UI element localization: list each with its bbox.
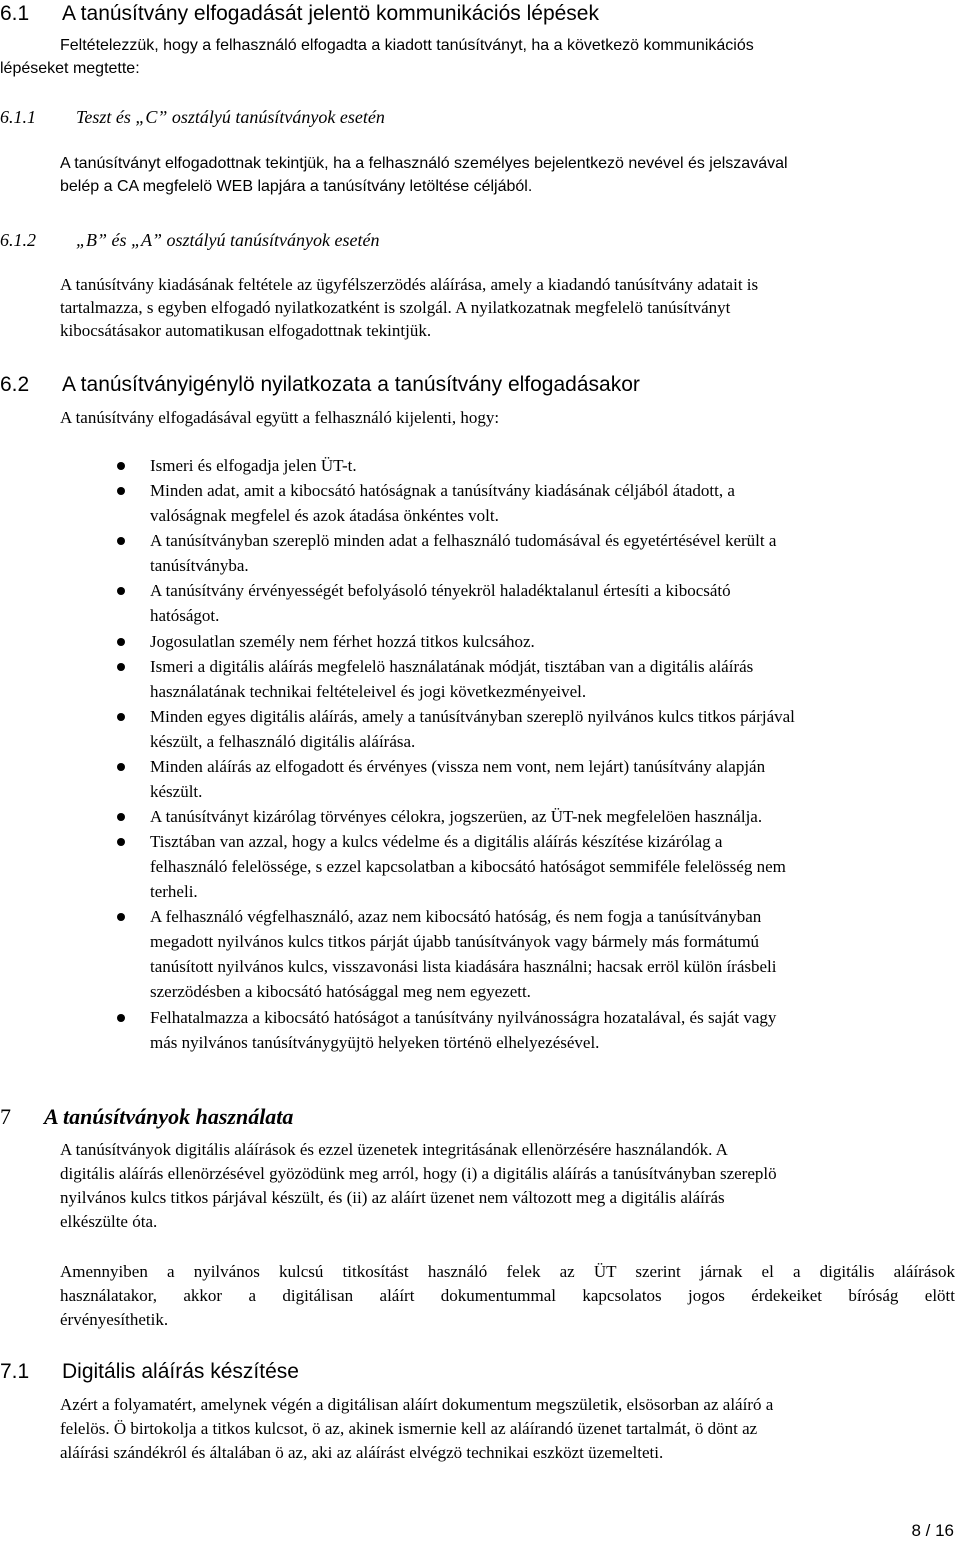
- bullet-dot: [117, 913, 125, 921]
- bullet-line: terheli.: [150, 882, 198, 901]
- paragraph-line: belép a CA megfelelö WEB lapjára a tanúsítvány letöltése céljából.: [60, 178, 533, 195]
- subsection-number: 6.1.1: [0, 107, 36, 127]
- bullet-line: Tisztában van azzal, hogy a kulcs védelme és a digitális aláírás készítése kizárólag a: [150, 832, 723, 851]
- bullet-line: valóságnak megfelel és azok átadása önkéntes volt.: [150, 506, 499, 525]
- bullet-line: készült.: [150, 782, 203, 801]
- bullet-line: A tanúsítványt kizárólag törvényes célokra, jogszerüen, az ÜT-nek megfelelöen használja.: [150, 807, 763, 826]
- bullet-line: használatának technikai feltételeivel és jogi következményeivel.: [150, 682, 587, 701]
- paragraph-line: A tanúsítvány elfogadásával együtt a felhasználó kijelenti, hogy:: [60, 408, 500, 427]
- bullet-line: hatóságot.: [150, 606, 220, 625]
- bullet-line: felhasználó felelössége, s ezzel kapcsolatban a kibocsátó hatóságot semmiféle felelösség nem: [150, 857, 786, 876]
- section-title: Digitális aláírás készítése: [62, 1360, 299, 1383]
- bullet-line: Minden aláírás az elfogadott és érvényes (vissza nem vont, nem lejárt) tanúsítvány alapján: [150, 757, 766, 776]
- subsection-title: „B” és „A” osztályú tanúsítványok esetén: [76, 230, 380, 250]
- bullet-dot: [117, 763, 125, 771]
- section-title: A tanúsítványigénylö nyilatkozata a tanúsítvány elfogadásakor: [62, 373, 640, 396]
- bullet-dot: [117, 487, 125, 495]
- section-number: 6.2: [0, 373, 30, 396]
- paragraph-line: kibocsátásakor automatikusan elfogadottnak tekintjük.: [60, 321, 432, 340]
- section-number: 7.1: [0, 1360, 30, 1383]
- paragraph-line: Feltételezzük, hogy a felhasználó elfogadta a kiadott tanúsítványt, ha a következö kommunikációs: [60, 37, 754, 54]
- bullet-line: Minden adat, amit a kibocsátó hatóságnak a tanúsítvány kiadásának céljából átadott, a: [150, 481, 735, 500]
- bullet-line: Jogosulatlan személy nem férhet hozzá titkos kulcsához.: [150, 632, 535, 651]
- bullet-line: Ismeri a digitális aláírás megfelelö használatának módját, tisztában van a digitális aláírás: [150, 657, 754, 676]
- bullet-line: más nyilvános tanúsítványgyüjtö helyeken történö elhelyezésével.: [150, 1033, 600, 1052]
- paragraph-line: digitális aláírás ellenörzésével gyözödünk meg arról, hogy (i) a digitális aláírás a tanúsítványban szereplö: [60, 1164, 777, 1183]
- bullet-dot: [117, 638, 125, 646]
- section-title: A tanúsítvány elfogadását jelentö kommunikációs lépések: [62, 2, 599, 25]
- bullet-line: megadott nyilvános kulcs titkos párját újabb tanúsítványok vagy bármely más formátumú: [150, 932, 760, 951]
- paragraph-line: elkészülte óta.: [60, 1212, 158, 1231]
- paragraph-line: aláírási szándékról és általában ö az, aki az aláírást elvégzö technikai eszközt üzemelteti.: [60, 1443, 664, 1462]
- paragraph-line: érvényesíthetik.: [60, 1310, 169, 1329]
- bullet-line: készült, a felhasználó digitális aláírása.: [150, 732, 416, 751]
- paragraph-line: lépéseket megtette:: [0, 60, 140, 77]
- subsection-number: 6.1.2: [0, 230, 36, 250]
- bullet-line: szerzödésben a kibocsátó hatósággal meg nem egyezett.: [150, 982, 531, 1001]
- bullet-dot: [117, 462, 125, 470]
- bullet-dot: [117, 587, 125, 595]
- bullet-line: A tanúsítványban szereplö minden adat a felhasználó tudomásával és egyetértésével került a: [150, 531, 777, 550]
- subsection-title: Teszt és „C” osztályú tanúsítványok esetén: [76, 107, 385, 127]
- bullet-line: tanúsítványba.: [150, 556, 249, 575]
- bullet-line: Minden egyes digitális aláírás, amely a tanúsítványban szereplö nyilvános kulcs titkos párjával: [150, 707, 795, 726]
- bullet-dot: [117, 813, 125, 821]
- paragraph-line: tartalmazza, s egyben elfogadó nyilatkozatként is szolgál. A nyilatkozatnak megfelelö tanúsítványt: [60, 298, 731, 317]
- paragraph-line: használatakor, akkor a digitálisan aláírt dokumentummal kapcsolatos jogos érdekeiket bíróság elött: [60, 1286, 955, 1305]
- bullet-dot: [117, 537, 125, 545]
- bullet-line: A felhasználó végfelhasználó, azaz nem kibocsátó hatóság, és nem fogja a tanúsítványban: [150, 907, 762, 926]
- paragraph-line: A tanúsítvány kiadásának feltétele az ügyfélszerzödés aláírása, amely a kiadandó tanúsítvány adatait is: [60, 275, 759, 294]
- paragraph-line: Amennyiben a nyilvános kulcsú titkosítást használó felek az ÜT szerint járnak el a digitális aláírások: [60, 1262, 955, 1281]
- page-number: 8 / 16: [911, 1521, 954, 1540]
- bullet-dot: [117, 713, 125, 721]
- paragraph-line: A tanúsítványt elfogadottnak tekintjük, ha a felhasználó személyes bejelentkezö nevével és jelszavával: [60, 155, 788, 172]
- bullet-line: Ismeri és elfogadja jelen ÜT-t.: [150, 456, 357, 475]
- section-number: 6.1: [0, 2, 30, 25]
- chapter-title: A tanúsítványok használata: [44, 1104, 294, 1129]
- paragraph-line: felelös. Ö birtokolja a titkos kulcsot, ö az, akinek ismernie kell az aláírandó üzenet tartalmát, ö dönt az: [60, 1419, 758, 1438]
- bullet-line: Felhatalmazza a kibocsátó hatóságot a tanúsítvány nyilvánosságra hozatalával, és saját vagy: [150, 1008, 777, 1027]
- bullet-dot: [117, 663, 125, 671]
- bullet-dot: [117, 838, 125, 846]
- paragraph-line: A tanúsítványok digitális aláírások és ezzel üzenetek integritásának ellenörzésére használandók. A: [60, 1140, 728, 1159]
- bullet-line: tanúsított nyilvános kulcs, visszavonási lista kiadására használni; hacsak erröl külön írásbeli: [150, 957, 777, 976]
- paragraph-line: nyilvános kulcs titkos párjával készült, és (ii) az aláírt üzenet nem változott meg a digitális aláírás: [60, 1188, 725, 1207]
- bullet-line: A tanúsítvány érvényességét befolyásoló tényekröl haladéktalanul értesíti a kibocsátó: [150, 581, 731, 600]
- bullet-dot: [117, 1014, 125, 1022]
- paragraph-line: Azért a folyamatért, amelynek végén a digitálisan aláírt dokumentum megszületik, elsösorban az aláíró a: [60, 1395, 774, 1414]
- chapter-number: 7: [0, 1104, 11, 1129]
